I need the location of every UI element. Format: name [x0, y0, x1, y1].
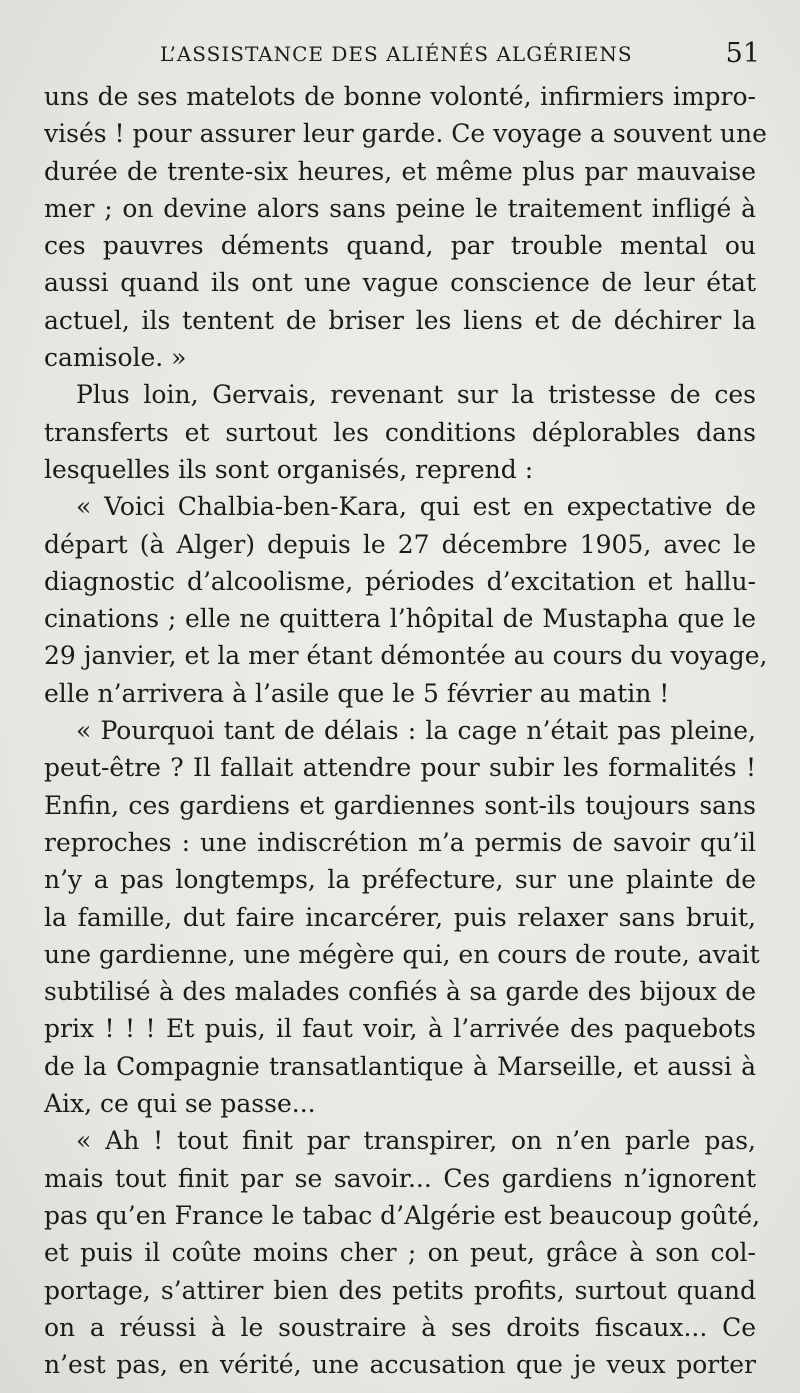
text-line: Enfin, ces gardiens et gardiennes sont-ils toujours sans [44, 790, 756, 820]
text-line: diagnostic d’alcoolisme, périodes d’excitation et hallu- [44, 566, 756, 596]
text-line: Plus loin, Gervais, revenant sur la tristesse de ces [76, 380, 756, 410]
text-line: subtilisé à des malades confiés à sa garde des bijoux de [44, 977, 756, 1007]
text-line: mais tout finit par se savoir... Ces gardiens n’ignorent [44, 1163, 756, 1193]
text-line: départ (à Alger) depuis le 27 décembre 1905, avec le [44, 529, 756, 559]
text-line: durée de trente-six heures, et même plus par mauvaise [44, 156, 756, 186]
running-head: L’ASSISTANCE DES ALIÉNÉS ALGÉRIENS [160, 42, 633, 66]
text-line: cinations ; elle ne quittera l’hôpital de Mustapha que le [44, 604, 756, 634]
text-line: ces pauvres déments quand, par trouble mental ou [44, 231, 756, 261]
text-line: portage, s’attirer bien des petits profits, surtout quand [44, 1275, 756, 1305]
text-line: la famille, dut faire incarcérer, puis relaxer sans bruit, [44, 902, 756, 932]
text-line: une gardienne, une mégère qui, en cours de route, avait [44, 939, 760, 969]
text-line: on a réussi à le soustraire à ses droits fiscaux... Ce [44, 1312, 756, 1342]
text-line: et puis il coûte moins cher ; on peut, grâce à son col- [44, 1238, 756, 1268]
text-line: n’y a pas longtemps, la préfecture, sur une plainte de [44, 865, 756, 895]
text-line: Aix, ce qui se passe... [44, 1089, 316, 1119]
text-line: n’est pas, en vérité, une accusation que je veux porter [44, 1350, 756, 1380]
text-line: transferts et surtout les conditions déplorables dans [44, 417, 756, 447]
text-line: mer ; on devine alors sans peine le traitement infligé à [44, 193, 756, 223]
text-line: pas qu’en France le tabac d’Algérie est beaucoup goûté, [44, 1200, 761, 1230]
text-line: lesquelles ils sont organisés, reprend : [44, 454, 534, 484]
body-text [44, 78, 768, 1383]
text-line: « Voici Chalbia-ben-Kara, qui est en expectative de [76, 492, 756, 522]
text-line: actuel, ils tentent de briser les liens et de déchirer la [44, 305, 756, 335]
text-line: « Ah ! tout finit par transpirer, on n’en parle pas, [76, 1126, 756, 1156]
text-line: reproches : une indiscrétion m’a permis de savoir qu’il [44, 827, 756, 857]
text-line: prix ! ! ! Et puis, il faut voir, à l’arrivée des paquebots [44, 1014, 756, 1044]
text-line: elle n’arrivera à l’asile que le 5 février au matin ! [44, 678, 670, 708]
page-number: 51 [725, 38, 760, 69]
text-line: de la Compagnie transatlantique à Marseille, et aussi à [44, 1051, 756, 1081]
text-line: uns de ses matelots de bonne volonté, infirmiers impro- [44, 82, 756, 111]
text-line: peut-être ? Il fallait attendre pour subir les formalités ! [44, 753, 756, 783]
text-line: aussi quand ils ont une vague conscience de leur état [44, 268, 756, 298]
text-line: camisole. » [44, 343, 187, 373]
page-header [0, 34, 800, 74]
text-line: « Pourquoi tant de délais : la cage n’était pas pleine, [76, 716, 756, 746]
text-line: 29 janvier, et la mer étant démontée au cours du voyage, [44, 641, 768, 671]
text-line: visés ! pour assurer leur garde. Ce voyage a souvent une [44, 119, 767, 149]
